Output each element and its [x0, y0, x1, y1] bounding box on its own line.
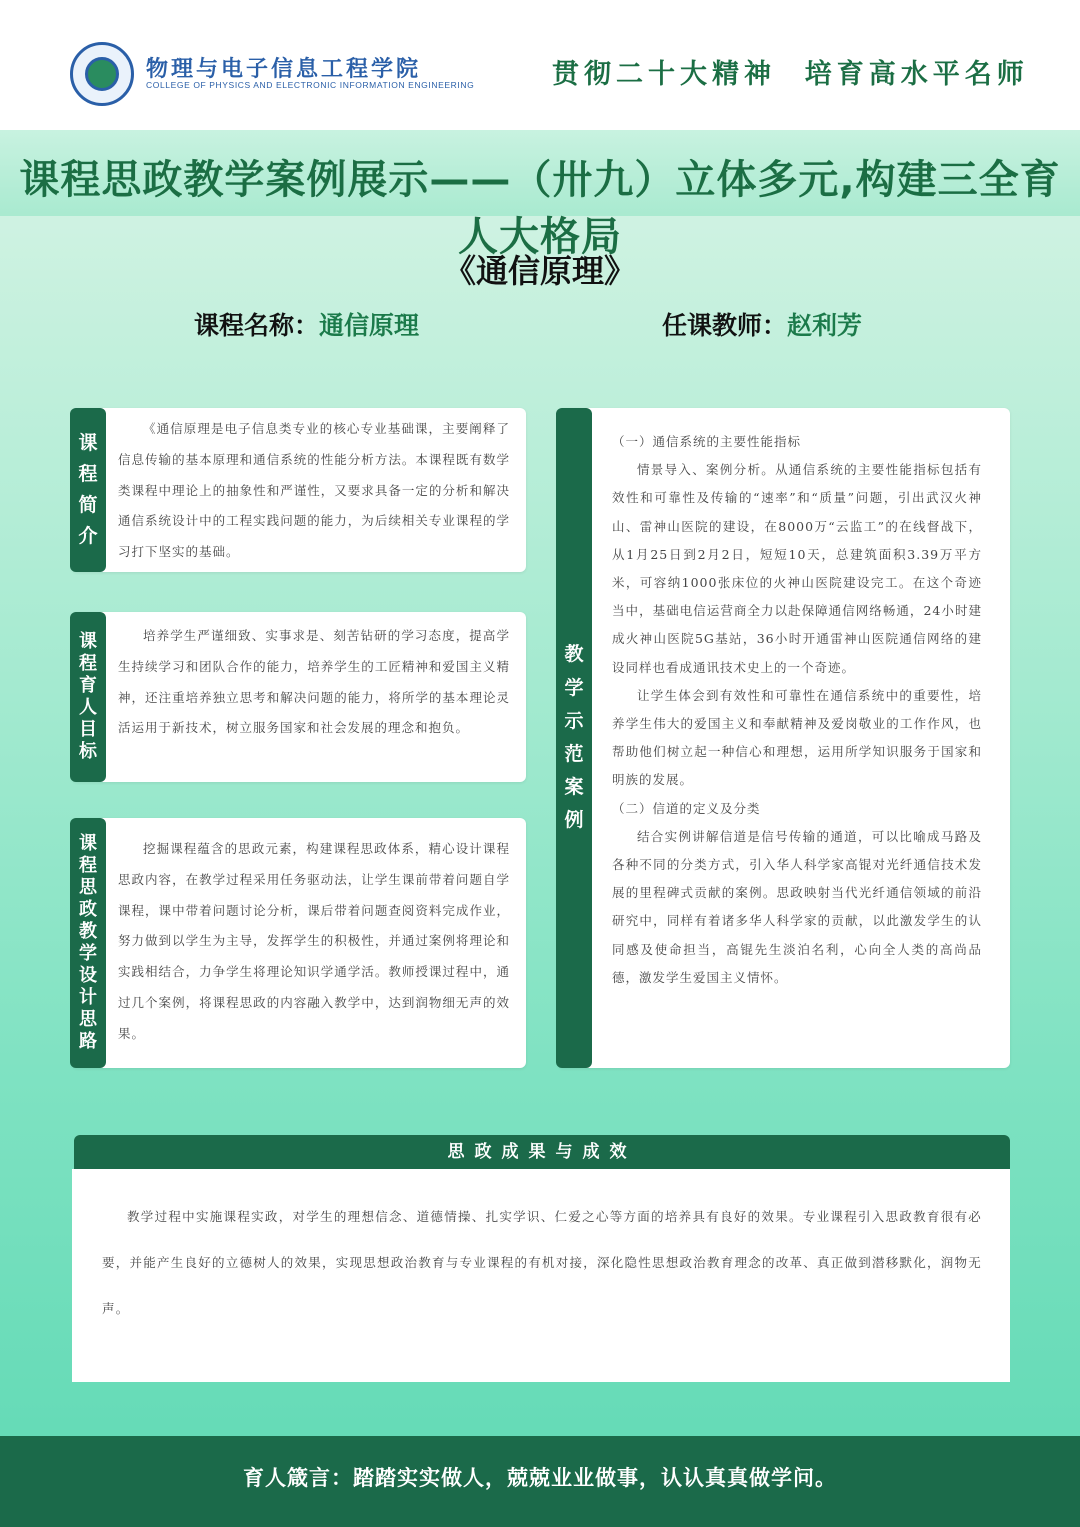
tab-char: 课 [78, 431, 98, 454]
college-name-en: COLLEGE OF PHYSICS AND ELECTRONIC INFORMATION ENGINEERING [146, 80, 475, 90]
college-name-cn: 物理与电子信息工程学院 [146, 57, 422, 82]
case-tab [556, 408, 592, 1068]
tab-char: 学 [564, 676, 584, 699]
design-text: 挖掘课程蕴含的思政元素，构建课程思政体系，精心设计课程思政内容，在教学过程采用任务驱动法，让学生课前带着问题自学课程，课中带着问题讨论分析，课后带着问题查阅资料完成作业，努力做到以学生为主导，发挥学生的积极性，并通过案例将理论和实践相结合，力争学生将理论知识学通学活。教师授课过程中，通过几个案例，将课程思政的内容融入教学中，达到润物细无声的效果。 [118, 841, 510, 1041]
tab-char: 程 [79, 855, 97, 877]
intro-text: 《通信原理是电子信息类专业的核心专业基础课，主要阐释了信息传输的基本原理和通信系统的性能分析方法。本课程既有数学类课程中理论上的抽象性和严谨性，又要求具备一定的分析和解决通信系统设计中的工程实践问题的能力，为后续相关专业课程的学习打下坚实的基础。 [118, 421, 510, 560]
tab-char: 例 [564, 809, 584, 832]
tab-char: 思 [79, 1008, 97, 1030]
case-paragraph-3: 结合实例讲解信道是信号传输的通道，可以比喻成马路及各种不同的分类方式，引入华人科学家高锟对光纤通信技术发展的里程碑式贡献的案例。思政映射当代光纤通信领域的前沿研究中，同样有着诸多华人科学家的贡献，以此激发学生的认同感及使命担当，高锟先生淡泊名利，心向全人类的高尚品德，激发学生爱国主义情怀。 [612, 828, 982, 985]
tab-char: 计 [79, 986, 97, 1008]
case-subheading-2: （二）信道的定义及分类 [612, 800, 761, 816]
tab-char: 简 [78, 494, 98, 516]
tab-char: 人 [79, 697, 97, 718]
case-paragraph-1: 情景导入、案例分析。从通信系统的主要性能指标包括有效性和可靠性及传输的“速率”和“质量”问题，引出武汉火神山、雷神山医院的建设，在8000万“云监工”的在线督战下，从1月25日到2月2日，短短10天，总建筑面积3.39万平方米，可容纳1000张床位的火神山医院建设完工。在这个奇迹当中，基础电信运营商全力以赴保障通信网络畅通，24小时建成火神山医院5G基站，36小时开通雷神山医院通信网络的建设同样也看成通讯技术史上的一个奇迹。 [612, 462, 982, 675]
tab-char: 政 [79, 899, 97, 921]
tab-char: 目 [79, 718, 97, 740]
course-name-value: 通信原理 [319, 311, 420, 340]
goals-text: 培养学生严谨细致、实事求是、刻苦钻研的学习态度，提高学生持续学习和团队合作的能力，培养学生的工匠精神和爱国主义精神，还注重培养独立思考和解决问题的能力，将所学的基本理论灵活运用于新技术，树立服务国家和社会发展的理念和抱负。 [118, 628, 510, 736]
tab-char: 设 [79, 964, 97, 986]
case-text [612, 428, 982, 992]
college-logo-icon [70, 42, 134, 106]
goals-tab [70, 612, 106, 782]
teacher-info [662, 306, 862, 342]
tab-char: 教 [564, 643, 584, 666]
tab-char: 介 [78, 525, 98, 548]
results-text: 教学过程中实施课程实政，对学生的理想信念、道德情操、扎实学识、仁爱之心等方面的培养具有良好的效果。专业课程引入思政教育很有必要，并能产生良好的立德树人的效果，实现思想政治教育与专业课程的有机对接，深化隐性思想政治教育理念的改革、真正做到潜移默化，润物无声。 [102, 1209, 982, 1316]
course-name-label: 课程名称： [194, 311, 320, 340]
tab-char: 学 [79, 943, 97, 964]
case-subheading-1: （一）通信系统的主要性能指标 [612, 434, 802, 449]
header-slogan: 贯彻二十大精神 培育高水平名师 [552, 59, 1029, 90]
course-heading: 《通信原理》 [443, 252, 636, 290]
tab-char: 课 [79, 631, 97, 653]
design-tab [70, 818, 106, 1068]
case-paragraph-2: 让学生体会到有效性和可靠性在通信系统中的重要性，培养学生伟大的爱国主义和奉献精神及爱岗敬业的工作作风，也帮助他们树立起一种信心和理想，运用所学知识服务于国家和明族的发展。 [612, 687, 982, 788]
teacher-label: 任课教师： [662, 311, 788, 340]
tab-char: 教 [79, 921, 97, 943]
page-title: 课程思政教学案例展示——（卅九）立体多元,构建三全育人大格局 [19, 157, 1061, 260]
tab-char: 范 [564, 743, 584, 765]
course-name-info [194, 306, 419, 342]
tab-char: 思 [79, 877, 97, 899]
tab-char: 课 [79, 833, 97, 855]
tab-char: 标 [79, 740, 97, 762]
tab-char: 程 [78, 462, 98, 485]
tab-char: 育 [79, 675, 97, 697]
tab-char: 程 [79, 653, 97, 675]
teacher-value: 赵利芳 [787, 311, 863, 340]
tab-char: 路 [79, 1030, 97, 1052]
tab-char: 案 [564, 776, 584, 799]
tab-char: 示 [564, 709, 584, 732]
results-title: 思政成果与成效 [74, 1135, 1010, 1169]
intro-tab [70, 408, 106, 572]
footer-motto: 育人箴言：踏踏实实做人，兢兢业业做事，认认真真做学问。 [0, 1436, 1080, 1527]
